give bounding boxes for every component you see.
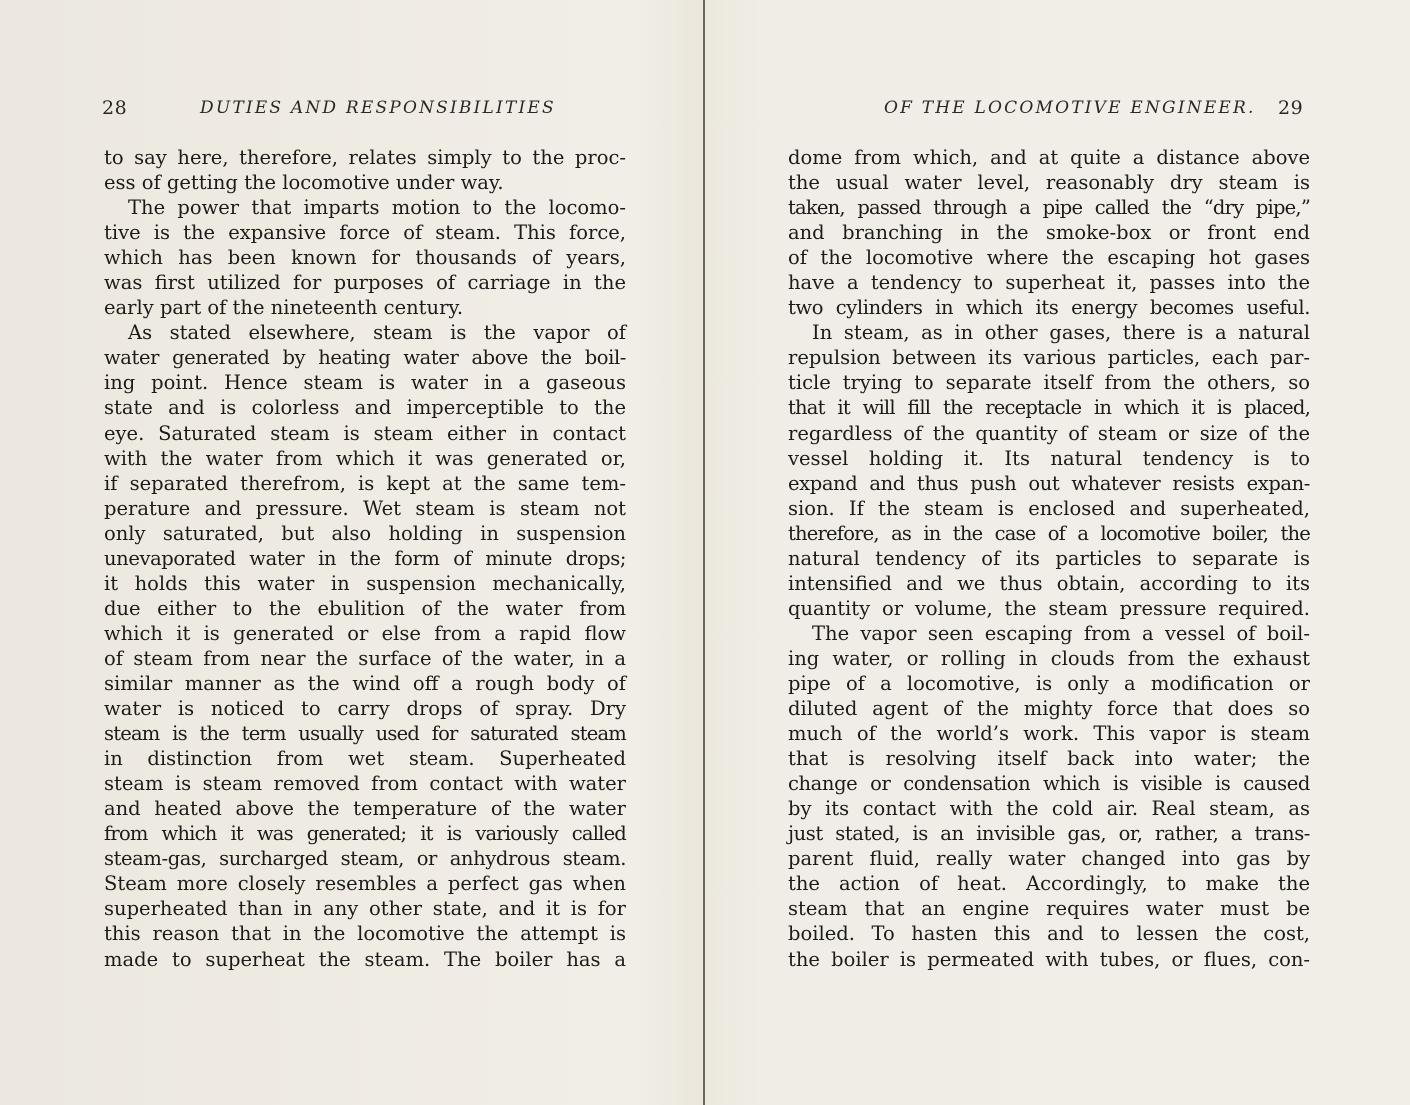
text-line: from which it was generated; it is variously called (104, 822, 626, 846)
text-line: boiled. To hasten this and to lessen the cost, (788, 922, 1310, 946)
text-line: Steam more closely resembles a perfect gas when (104, 872, 626, 896)
text-line: of the locomotive where the escaping hot gases (788, 246, 1310, 270)
text-line: and heated above the temperature of the water (104, 797, 626, 821)
text-line: and branching in the smoke-box or front end (788, 221, 1310, 245)
text-line: As stated elsewhere, steam is the vapor of (128, 321, 626, 345)
body-text (104, 145, 626, 972)
page-number: 29 (1278, 97, 1304, 119)
text-line: two cylinders in which its energy becomes useful. (788, 296, 1310, 320)
text-line: which it is generated or else from a rapid flow (104, 621, 626, 645)
text-line: was first utilized for purposes of carriage in the (104, 271, 626, 295)
text-line: steam that an engine requires water must be (788, 897, 1310, 921)
text-line: steam is the term usually used for saturated steam (104, 722, 626, 746)
text-line: have a tendency to superheat it, passes into the (788, 271, 1310, 295)
running-head: OF THE LOCOMOTIVE ENGINEER. (884, 98, 1256, 118)
text-line: ing point. Hence steam is water in a gaseous (104, 371, 626, 395)
text-line: change or condensation which is visible is caused (788, 772, 1310, 796)
right-page (705, 0, 1410, 1105)
text-line: The vapor seen escaping from a vessel of boil- (812, 621, 1310, 645)
text-line: dome from which, and at quite a distance above (788, 146, 1310, 169)
text-line: parent fluid, really water changed into gas by (788, 847, 1310, 871)
text-line: much of the world’s work. This vapor is steam (788, 722, 1310, 746)
text-line: in distinction from wet steam. Superheated (104, 747, 626, 771)
text-line: just stated, is an invisible gas, or, rather, a trans- (788, 822, 1310, 846)
text-line: unevaporated water in the form of minute drops; (104, 546, 626, 570)
text-line: which has been known for thousands of years, (104, 246, 626, 270)
text-line: the boiler is permeated with tubes, or flues, con- (788, 947, 1310, 971)
text-line: similar manner as the wind off a rough body of (104, 671, 626, 695)
left-page (0, 0, 703, 1105)
text-line: by its contact with the cold air. Real steam, as (788, 797, 1310, 821)
text-line: The power that imparts motion to the locomo- (128, 196, 626, 220)
text-line: early part of the nineteenth century. (104, 296, 464, 320)
text-line: of steam from near the surface of the water, in a (104, 646, 626, 670)
text-line: In steam, as in other gases, there is a natural (812, 321, 1310, 345)
text-line: ess of getting the locomotive under way. (104, 171, 504, 195)
text-line: this reason that in the locomotive the attempt is (104, 922, 626, 946)
text-line: only saturated, but also holding in suspension (104, 521, 626, 545)
running-head: DUTIES AND RESPONSIBILITIES (200, 98, 556, 118)
text-line: tive is the expansive force of steam. This force, (104, 221, 626, 245)
text-line: perature and pressure. Wet steam is steam not (104, 496, 626, 520)
text-line: water generated by heating water above the boil- (104, 346, 626, 370)
text-line: ticle trying to separate itself from the others, so (788, 371, 1310, 395)
text-line: taken, passed through a pipe called the “dry pipe,” (788, 196, 1310, 220)
text-line: it holds this water in suspension mechanically, (104, 571, 626, 595)
text-line: steam is steam removed from contact with water (104, 772, 626, 796)
text-line: pipe of a locomotive, is only a modification or (788, 671, 1310, 695)
text-line: ing water, or rolling in clouds from the exhaust (788, 646, 1310, 670)
text-line: quantity or volume, the steam pressure required. (788, 596, 1310, 620)
text-line: to say here, therefore, relates simply to the proc- (104, 146, 626, 169)
text-line: that is resolving itself back into water; the (788, 747, 1310, 771)
text-line: natural tendency of its particles to separate is (788, 546, 1310, 570)
text-line: if separated therefrom, is kept at the same tem- (104, 471, 626, 495)
text-line: due either to the ebulition of the water from (104, 596, 626, 620)
text-line: eye. Saturated steam is steam either in contact (104, 421, 626, 445)
text-line: vessel holding it. Its natural tendency is to (788, 446, 1310, 470)
text-line: regardless of the quantity of steam or size of the (788, 421, 1310, 445)
text-line: repulsion between its various particles, each par- (788, 346, 1310, 370)
page-number: 28 (102, 97, 128, 119)
text-line: sion. If the steam is enclosed and superheated, (788, 496, 1310, 520)
text-line: with the water from which it was generated or, (104, 446, 626, 470)
text-line: expand and thus push out whatever resists expan- (788, 471, 1310, 495)
text-line: state and is colorless and imperceptible to the (104, 396, 626, 420)
text-line: intensified and we thus obtain, according to its (788, 571, 1310, 595)
text-line: water is noticed to carry drops of spray. Dry (104, 697, 626, 721)
text-line: the action of heat. Accordingly, to make the (788, 872, 1310, 896)
text-line: that it will fill the receptacle in which it is placed, (788, 396, 1310, 420)
text-line: diluted agent of the mighty force that does so (788, 697, 1310, 721)
text-line: superheated than in any other state, and it is for (104, 897, 626, 921)
body-text (788, 145, 1310, 972)
text-line: made to superheat the steam. The boiler has a (104, 947, 626, 971)
text-line: the usual water level, reasonably dry steam is (788, 171, 1310, 195)
text-line: steam-gas, surcharged steam, or anhydrous steam. (104, 847, 626, 871)
text-line: therefore, as in the case of a locomotive boiler, the (788, 521, 1310, 545)
